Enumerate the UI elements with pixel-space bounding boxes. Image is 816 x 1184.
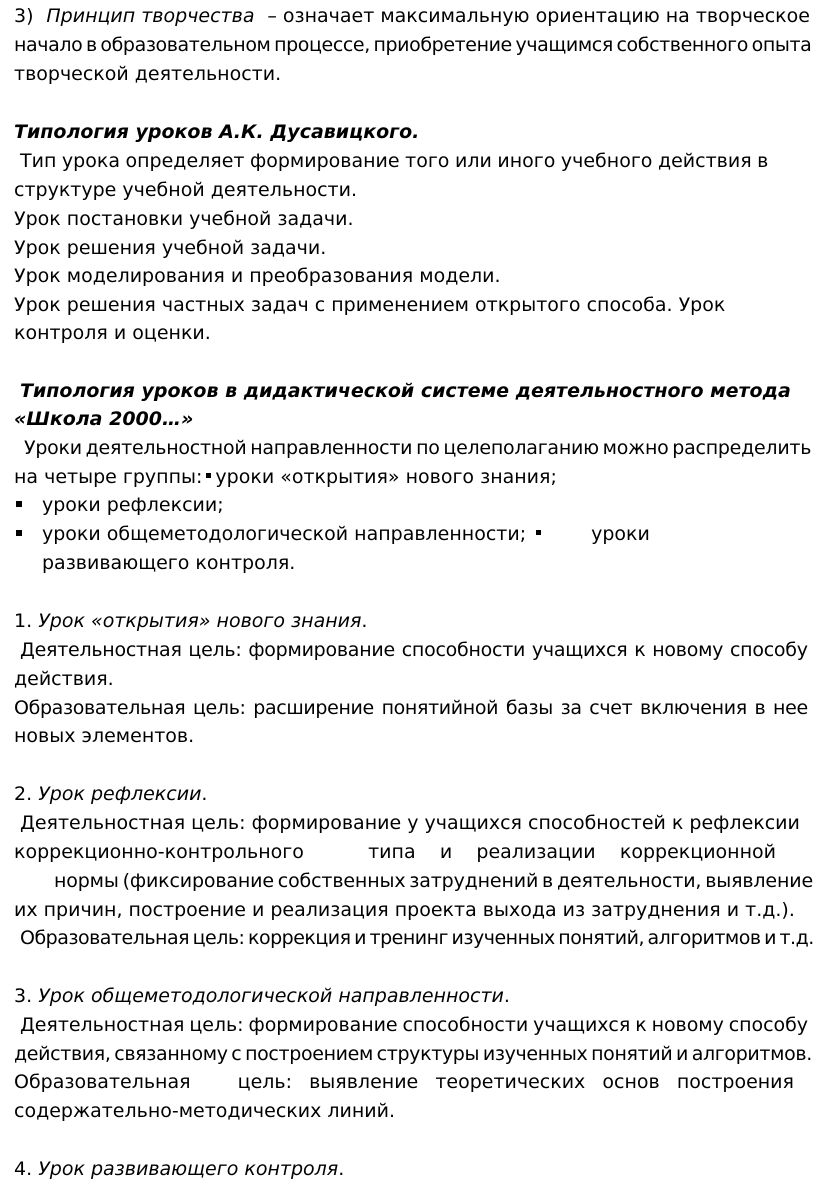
s2-bullet-item: [16, 491, 224, 520]
word: Образовательная: [14, 1071, 191, 1093]
lesson-2-activity-goal-line-1: Деятельностная цель: формирование у учащихся способностей к рефлексии: [20, 812, 800, 834]
principle-3-line-2: начало в образовательном процессе, приобретение учащимся собственного опыта: [14, 34, 812, 56]
word: реализации: [476, 841, 596, 863]
lesson-3-activity-goal-line-2: действия, связанному с построением структуры изученных понятий и алгоритмов.: [14, 1043, 812, 1065]
word: цель:: [237, 1071, 293, 1093]
lesson-2-activity-goal-line-3: нормы (фиксирование собственных затруднений в деятельности, выявление: [54, 870, 813, 892]
section-heading-school-2000-line-1: Типология уроков в дидактической системе деятельностного метода: [20, 380, 791, 402]
lesson-title-dot: .: [503, 985, 510, 1007]
bullet-icon: [16, 530, 22, 536]
s1-item: Урок постановки учебной задачи.: [14, 208, 354, 230]
lesson-3-activity-goal-line-1: Деятельностная цель: формирование способности учащихся к новому способу: [20, 1014, 808, 1036]
lesson-1-activity-goal-line-1: Деятельностная цель: формирование способности учащихся к новому способу: [20, 639, 808, 661]
s2-intro-line-2: [14, 463, 557, 492]
lesson-number: 1.: [14, 610, 33, 632]
lesson-3-heading: [14, 982, 510, 1011]
lesson-2-education-goal: Образовательная цель: коррекция и тренинг изученных понятий, алгоритмов и т.д.: [20, 927, 814, 949]
s2-bullet-continuation: развивающего контроля.: [42, 552, 296, 574]
section-heading-school-2000-line-2: «Школа 2000…»: [14, 408, 194, 430]
lesson-title-dot: .: [361, 610, 368, 632]
lesson-3-education-goal-line-2: содержательно-методических линий.: [14, 1100, 396, 1122]
section-heading-davydov: Типология уроков А.К. Дусавицкого.: [14, 121, 420, 143]
word: и: [439, 841, 453, 863]
principle-3-line-1: [14, 2, 810, 31]
s1-item: Урок решения частных задач с применением открытого способа. Урок: [14, 294, 726, 316]
word: основ: [602, 1071, 660, 1093]
principle-title: Принцип творчества: [46, 5, 255, 27]
lesson-title: Урок рефлексии: [38, 783, 202, 805]
word: типа: [368, 841, 416, 863]
bullet-icon: [206, 473, 211, 478]
lesson-title: Урок общеметодологической направленности: [38, 985, 504, 1007]
s1-item: Урок решения учебной задачи.: [14, 237, 327, 259]
principle-number: 3): [14, 5, 34, 27]
lesson-1-heading: [14, 607, 367, 636]
lesson-title: Урок развивающего контроля: [38, 1158, 339, 1180]
s2-bullet-text: уроки рефлексии;: [42, 494, 224, 516]
lesson-1-activity-goal-line-2: действия.: [14, 668, 114, 690]
lesson-title: Урок «открытия» нового знания: [38, 610, 362, 632]
s2-intro-line-1: Уроки деятельностной направленности по целеполаганию можно распределить: [24, 437, 812, 459]
lesson-number: 4.: [14, 1158, 33, 1180]
principle-3-line-3: творческой деятельности.: [14, 63, 282, 85]
s2-bullet-text: уроки общеметодологической направленности;: [42, 523, 527, 545]
s1-intro-text: Тип урока определяет формирование того или иного учебного действия в: [20, 150, 769, 172]
lesson-3-education-goal-line-1: [14, 1068, 794, 1097]
lesson-title-dot: .: [201, 783, 208, 805]
lesson-title-dot: .: [338, 1158, 345, 1180]
lesson-number: 2.: [14, 783, 33, 805]
s1-item: контроля и оценки.: [14, 322, 211, 344]
principle-text-1: – означает максимальную ориентацию на творческое: [267, 5, 810, 27]
lesson-4-heading: [14, 1155, 344, 1184]
bullet-icon: [16, 501, 22, 507]
lesson-2-activity-goal-line-2: [14, 838, 776, 867]
lesson-2-activity-goal-line-4: их причин, построение и реализация проекта выхода из затруднения и т.д.).: [14, 899, 795, 921]
lesson-2-heading: [14, 780, 207, 809]
word: коррекционной: [619, 841, 776, 863]
lesson-1-education-goal-line-2: новых элементов.: [14, 725, 195, 747]
word: выявление: [309, 1071, 419, 1093]
s2-bullet-item: [16, 520, 650, 549]
s1-intro-line-2: структуре учебной деятельности.: [14, 179, 358, 201]
s2-bullet-text: уроки: [591, 523, 650, 545]
s2-bullet-text: уроки «открытия» нового знания;: [215, 466, 557, 488]
s2-intro-text: на четыре группы:: [14, 466, 203, 488]
word: теоретических: [435, 1071, 586, 1093]
s1-item: Урок моделирования и преобразования модели.: [14, 265, 501, 287]
lesson-number: 3.: [14, 985, 33, 1007]
word: построения: [676, 1071, 794, 1093]
word: коррекционно-контрольного: [14, 841, 304, 863]
bullet-icon: [536, 530, 541, 535]
lesson-1-education-goal-line-1: Образовательная цель: расширение понятийной базы за счет включения в нее: [14, 697, 808, 719]
s1-intro-line-1: [20, 147, 810, 176]
